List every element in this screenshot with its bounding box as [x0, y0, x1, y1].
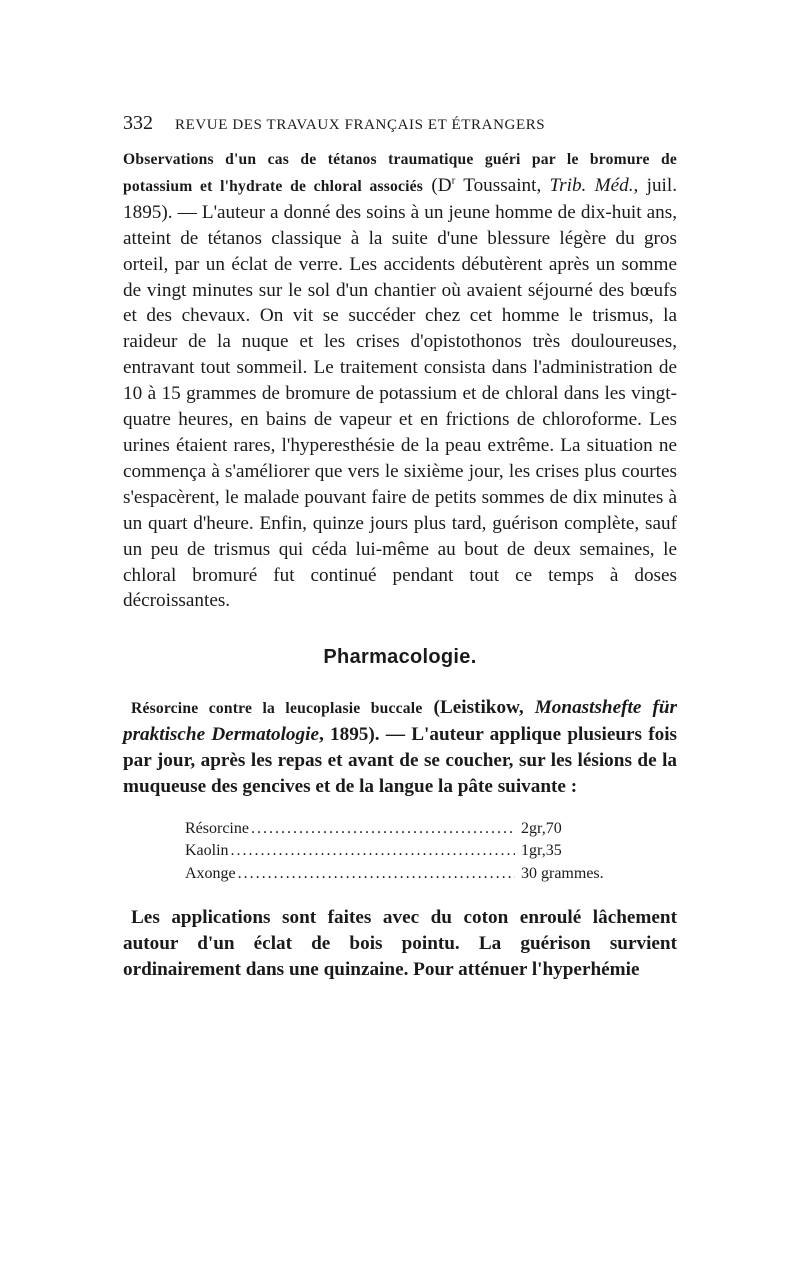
- section-heading: Pharmacologie.: [323, 646, 477, 669]
- recipe-ingredient: Kaolin: [185, 842, 229, 860]
- citation2-open: (Leistikow,: [422, 697, 535, 719]
- recipe-quantity: 2gr,70: [521, 819, 562, 837]
- citation-author: Toussaint,: [455, 174, 550, 196]
- dot-leader: [238, 863, 515, 886]
- recipe-ingredient: Résorcine: [185, 819, 249, 837]
- citation2-journal: Monastshefte für praktische Dermatologie: [123, 697, 677, 746]
- recipe-row: [185, 863, 641, 886]
- article-tetanos-title: Observations d'un cas de tétanos traumatique guéri par le bromure de potassium et l'hydrate de chloral associés: [123, 151, 677, 195]
- recipe-quantity: 30 grammes.: [521, 864, 604, 882]
- citation-date: , juil. 1895).: [123, 174, 677, 223]
- recipe-row: [185, 818, 641, 841]
- recipe-ingredient: Axonge: [185, 864, 236, 882]
- recipe-quantity: 1gr,35: [521, 842, 562, 860]
- page-number: 332: [123, 112, 153, 134]
- article-resorcine-closing: Les applications sont faites avec du coton enroulé lâchement autour d'un éclat de bois pointu. La guérison survient ordinairement dans une quinzaine. Pour atténuer l'hyperhémie: [123, 907, 677, 981]
- dot-leader: [251, 818, 515, 841]
- running-title: REVUE DES TRAVAUX FRANÇAIS ET ÉTRANGERS: [175, 117, 546, 133]
- citation-journal: Trib. Méd.: [549, 174, 634, 196]
- article-tetanos: [123, 146, 677, 614]
- article-tetanos-body: — L'auteur a donné des soins à un jeune homme de dix-huit ans, atteint de tétanos classique à la suite d'une blessure légère du gros orteil, par un éclat de verre. Les accidents débutèrent après un somme de vingt minutes sur le sol d'un chantier où avaient séjourné des bœufs et des chevaux. On vit se succéder chez cet homme le trismus, la raideur de la nuque et les crises d'opistothonos très douloureuses, entravant tout sommeil. Le traitement consista dans l'administration de 10 à 15 grammes de bromure de potassium et de chloral dans les vingt-quatre heures, en bains de vapeur et en frictions de chloroforme. Les urines étaient rares, l'hyperesthésie de la peau extrême. La situation ne commença à s'améliorer que vers le sixième jour, les crises plus courtes s'espacèrent, le malade pouvant faire de petits sommes de dix minutes à un quart d'heure. Enfin, quinze jours plus tard, guérison complète, sauf un peu de trismus qui céda lui-même au bout de deux semaines, le chloral bromuré fut continué pendant tout ce temps à doses décroissantes.: [123, 201, 678, 612]
- dot-leader: [231, 840, 515, 863]
- recipe-row: [185, 840, 641, 863]
- citation2-date: , 1895).: [318, 724, 380, 746]
- article-resorcine: [123, 695, 677, 800]
- article-resorcine-title: Résorcine contre la leucoplasie buccale: [131, 700, 423, 718]
- recipe-table: [185, 818, 641, 886]
- article-resorcine-body: — L'auteur applique plusieurs fois par jour, après les repas et avant de se coucher, sur les lésions de la muqueuse des gencives et de la langue la pâte suivante :: [123, 724, 678, 798]
- citation-open: (D: [431, 174, 452, 196]
- book-page: [123, 112, 677, 983]
- citation-superscript: r: [451, 174, 456, 187]
- running-header: [123, 112, 677, 146]
